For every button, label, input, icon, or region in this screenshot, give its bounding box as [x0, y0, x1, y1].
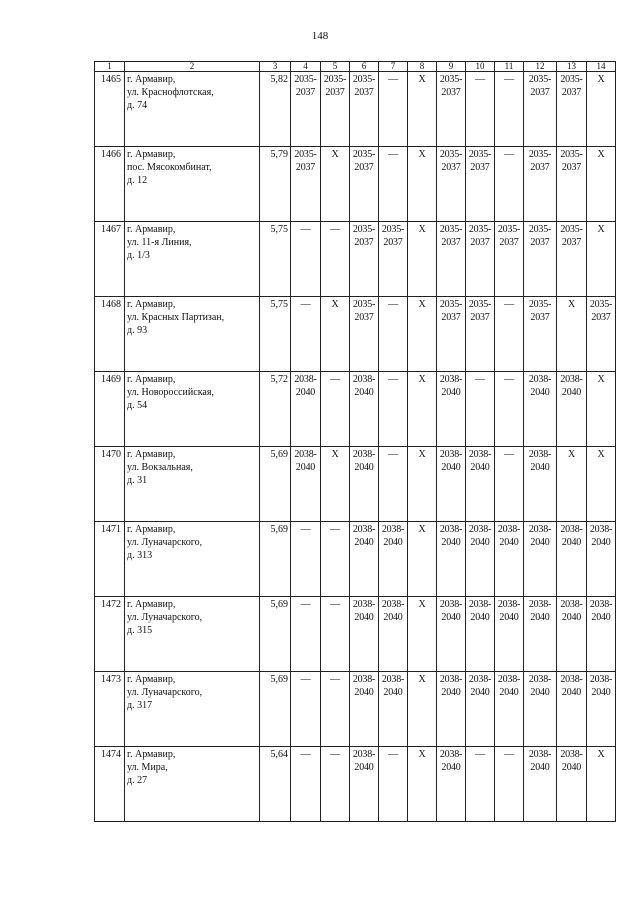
period-cell-col-14: X [587, 447, 616, 522]
period-cell-col-7: 2038- 2040 [379, 522, 408, 597]
period-cell-col-5: X [321, 447, 350, 522]
period-cell-col-8: X [408, 222, 437, 297]
period-cell-col-11: 2035- 2037 [495, 222, 524, 297]
period-cell-col-6: 2038- 2040 [350, 747, 379, 822]
period-cell-col-5: — [321, 222, 350, 297]
period-cell-col-10: — [466, 72, 495, 147]
address-line: г. Армавир, [127, 224, 176, 235]
table-body [95, 62, 616, 822]
period-cell-col-4: 2035- 2037 [291, 147, 321, 222]
period-cell-col-6: 2035- 2037 [350, 222, 379, 297]
period-cell-col-7: 2038- 2040 [379, 672, 408, 747]
address-line: ул. 11-я Линия, [127, 237, 192, 248]
period-cell-col-14: X [587, 222, 616, 297]
address-line: г. Армавир, [127, 374, 176, 385]
period-cell-col-9: 2035- 2037 [437, 297, 466, 372]
address-line: ул. Краснофлотская, [127, 87, 214, 98]
period-cell-col-8: X [408, 597, 437, 672]
address-line: г. Армавир, [127, 449, 176, 460]
row-number: 1466 [95, 147, 125, 222]
period-cell-col-5: 2035- 2037 [321, 72, 350, 147]
period-cell-col-8: X [408, 747, 437, 822]
period-cell-col-10: 2038- 2040 [466, 447, 495, 522]
period-cell-col-10: 2038- 2040 [466, 522, 495, 597]
period-cell-col-6: 2038- 2040 [350, 447, 379, 522]
period-cell-col-6: 2038- 2040 [350, 672, 379, 747]
period-cell-col-7: 2035- 2037 [379, 222, 408, 297]
column-header-8: 8 [408, 62, 437, 72]
period-cell-col-6: 2035- 2037 [350, 147, 379, 222]
address-line: д. 12 [127, 175, 148, 186]
period-cell-col-10: 2035- 2037 [466, 222, 495, 297]
table-row [95, 72, 616, 147]
period-cell-col-10: 2035- 2037 [466, 147, 495, 222]
period-cell-col-12: 2038- 2040 [524, 522, 557, 597]
period-cell-col-13: 2038- 2040 [557, 747, 587, 822]
period-cell-col-14: X [587, 747, 616, 822]
period-cell-col-8: X [408, 147, 437, 222]
period-cell-col-9: 2038- 2040 [437, 672, 466, 747]
address-line: г. Армавир, [127, 299, 176, 310]
address-line: д. 313 [127, 550, 153, 561]
column-header-6: 6 [350, 62, 379, 72]
period-cell-col-9: 2038- 2040 [437, 372, 466, 447]
table-row [95, 597, 616, 672]
value-cell: 5,69 [260, 447, 291, 522]
period-cell-col-5: — [321, 522, 350, 597]
period-cell-col-4: — [291, 597, 321, 672]
period-cell-col-11: 2038- 2040 [495, 672, 524, 747]
period-cell-col-12: 2038- 2040 [524, 447, 557, 522]
value-cell: 5,79 [260, 147, 291, 222]
period-cell-col-14: 2038- 2040 [587, 597, 616, 672]
period-cell-col-12: 2038- 2040 [524, 372, 557, 447]
period-cell-col-4: — [291, 522, 321, 597]
column-header-14: 14 [587, 62, 616, 72]
period-cell-col-4: — [291, 672, 321, 747]
period-cell-col-14: 2038- 2040 [587, 672, 616, 747]
period-cell-col-12: 2035- 2037 [524, 297, 557, 372]
address-line: г. Армавир, [127, 74, 176, 85]
period-cell-col-11: — [495, 297, 524, 372]
period-cell-col-10: 2035- 2037 [466, 297, 495, 372]
column-header-11: 11 [495, 62, 524, 72]
period-cell-col-10: — [466, 747, 495, 822]
value-cell: 5,69 [260, 672, 291, 747]
period-cell-col-11: 2038- 2040 [495, 597, 524, 672]
period-cell-col-13: 2038- 2040 [557, 597, 587, 672]
period-cell-col-5: — [321, 747, 350, 822]
period-cell-col-9: 2038- 2040 [437, 747, 466, 822]
period-cell-col-9: 2038- 2040 [437, 597, 466, 672]
period-cell-col-13: X [557, 447, 587, 522]
period-cell-col-8: X [408, 447, 437, 522]
table-row [95, 747, 616, 822]
address-line: д. 317 [127, 700, 153, 711]
table-header-row [95, 62, 616, 72]
period-cell-col-8: X [408, 672, 437, 747]
table-row [95, 522, 616, 597]
row-number: 1468 [95, 297, 125, 372]
column-header-7: 7 [379, 62, 408, 72]
row-number: 1467 [95, 222, 125, 297]
column-header-10: 10 [466, 62, 495, 72]
period-cell-col-12: 2035- 2037 [524, 147, 557, 222]
address-cell [125, 747, 260, 822]
address-line: ул. Вокзальная, [127, 462, 193, 473]
row-number: 1469 [95, 372, 125, 447]
address-line: д. 1/3 [127, 250, 150, 261]
address-line: ул. Луначарского, [127, 537, 203, 548]
period-cell-col-10: — [466, 372, 495, 447]
value-cell: 5,82 [260, 72, 291, 147]
period-cell-col-8: X [408, 297, 437, 372]
address-line: пос. Мясокомбинат, [127, 162, 212, 173]
row-number: 1471 [95, 522, 125, 597]
period-cell-col-6: 2038- 2040 [350, 597, 379, 672]
period-cell-col-13: 2038- 2040 [557, 372, 587, 447]
column-header-4: 4 [291, 62, 321, 72]
period-cell-col-6: 2035- 2037 [350, 297, 379, 372]
address-cell [125, 372, 260, 447]
period-cell-col-8: X [408, 372, 437, 447]
period-cell-col-5: — [321, 372, 350, 447]
address-cell [125, 222, 260, 297]
address-line: д. 74 [127, 100, 148, 111]
address-cell [125, 447, 260, 522]
period-cell-col-14: 2038- 2040 [587, 522, 616, 597]
period-cell-col-4: — [291, 747, 321, 822]
period-cell-col-6: 2038- 2040 [350, 522, 379, 597]
address-line: д. 93 [127, 325, 148, 336]
period-cell-col-12: 2035- 2037 [524, 72, 557, 147]
address-cell [125, 72, 260, 147]
value-cell: 5,72 [260, 372, 291, 447]
column-header-13: 13 [557, 62, 587, 72]
address-line: г. Армавир, [127, 599, 176, 610]
period-cell-col-7: — [379, 747, 408, 822]
period-cell-col-4: 2035- 2037 [291, 72, 321, 147]
period-cell-col-12: 2038- 2040 [524, 747, 557, 822]
period-cell-col-5: — [321, 597, 350, 672]
period-cell-col-11: — [495, 147, 524, 222]
period-cell-col-5: X [321, 297, 350, 372]
address-line: д. 31 [127, 475, 148, 486]
column-header-3: 3 [260, 62, 291, 72]
period-cell-col-4: 2038- 2040 [291, 447, 321, 522]
address-cell [125, 522, 260, 597]
period-cell-col-13: 2038- 2040 [557, 672, 587, 747]
period-cell-col-5: — [321, 672, 350, 747]
period-cell-col-12: 2035- 2037 [524, 222, 557, 297]
value-cell: 5,64 [260, 747, 291, 822]
period-cell-col-7: 2038- 2040 [379, 597, 408, 672]
period-cell-col-4: — [291, 222, 321, 297]
period-cell-col-14: X [587, 147, 616, 222]
period-cell-col-13: 2035- 2037 [557, 147, 587, 222]
period-cell-col-7: — [379, 372, 408, 447]
period-cell-col-13: 2035- 2037 [557, 222, 587, 297]
address-line: ул. Луначарского, [127, 687, 203, 698]
column-header-5: 5 [321, 62, 350, 72]
period-cell-col-11: — [495, 72, 524, 147]
address-cell [125, 672, 260, 747]
value-cell: 5,75 [260, 297, 291, 372]
page-number: 148 [311, 30, 329, 42]
period-cell-col-8: X [408, 522, 437, 597]
address-line: ул. Красных Партизан, [127, 312, 225, 323]
period-cell-col-8: X [408, 72, 437, 147]
address-line: ул. Луначарского, [127, 612, 203, 623]
period-cell-col-9: 2038- 2040 [437, 522, 466, 597]
period-cell-col-5: X [321, 147, 350, 222]
table-row [95, 147, 616, 222]
period-cell-col-9: 2038- 2040 [437, 447, 466, 522]
address-line: г. Армавир, [127, 524, 176, 535]
address-cell [125, 297, 260, 372]
table-row [95, 672, 616, 747]
period-cell-col-9: 2035- 2037 [437, 72, 466, 147]
address-line: д. 315 [127, 625, 153, 636]
period-cell-col-6: 2038- 2040 [350, 372, 379, 447]
row-number: 1470 [95, 447, 125, 522]
period-cell-col-10: 2038- 2040 [466, 672, 495, 747]
period-cell-col-7: — [379, 297, 408, 372]
value-cell: 5,75 [260, 222, 291, 297]
row-number: 1472 [95, 597, 125, 672]
period-cell-col-11: — [495, 372, 524, 447]
period-cell-col-11: — [495, 747, 524, 822]
address-line: д. 54 [127, 400, 148, 411]
period-cell-col-4: — [291, 297, 321, 372]
period-cell-col-13: X [557, 297, 587, 372]
address-line: г. Армавир, [127, 149, 176, 160]
table-row [95, 447, 616, 522]
period-cell-col-14: 2035- 2037 [587, 297, 616, 372]
period-cell-col-4: 2038- 2040 [291, 372, 321, 447]
table-row [95, 297, 616, 372]
address-cell [125, 597, 260, 672]
row-number: 1474 [95, 747, 125, 822]
period-cell-col-6: 2035- 2037 [350, 72, 379, 147]
period-cell-col-9: 2035- 2037 [437, 147, 466, 222]
address-cell [125, 147, 260, 222]
period-cell-col-7: — [379, 147, 408, 222]
column-header-9: 9 [437, 62, 466, 72]
table-row [95, 372, 616, 447]
period-cell-col-9: 2035- 2037 [437, 222, 466, 297]
address-line: г. Армавир, [127, 749, 176, 760]
period-cell-col-10: 2038- 2040 [466, 597, 495, 672]
period-cell-col-11: 2038- 2040 [495, 522, 524, 597]
column-header-12: 12 [524, 62, 557, 72]
period-cell-col-7: — [379, 72, 408, 147]
table-row [95, 222, 616, 297]
row-number: 1465 [95, 72, 125, 147]
address-line: ул. Мира, [127, 762, 168, 773]
value-cell: 5,69 [260, 522, 291, 597]
data-table [94, 61, 616, 822]
period-cell-col-11: — [495, 447, 524, 522]
column-header-1: 1 [95, 62, 125, 72]
period-cell-col-12: 2038- 2040 [524, 597, 557, 672]
period-cell-col-14: X [587, 72, 616, 147]
column-header-2: 2 [125, 62, 260, 72]
row-number: 1473 [95, 672, 125, 747]
period-cell-col-13: 2038- 2040 [557, 522, 587, 597]
period-cell-col-14: X [587, 372, 616, 447]
address-line: г. Армавир, [127, 674, 176, 685]
period-cell-col-12: 2038- 2040 [524, 672, 557, 747]
value-cell: 5,69 [260, 597, 291, 672]
period-cell-col-13: 2035- 2037 [557, 72, 587, 147]
period-cell-col-7: — [379, 447, 408, 522]
address-line: ул. Новороссийская, [127, 387, 214, 398]
address-line: д. 27 [127, 775, 148, 786]
